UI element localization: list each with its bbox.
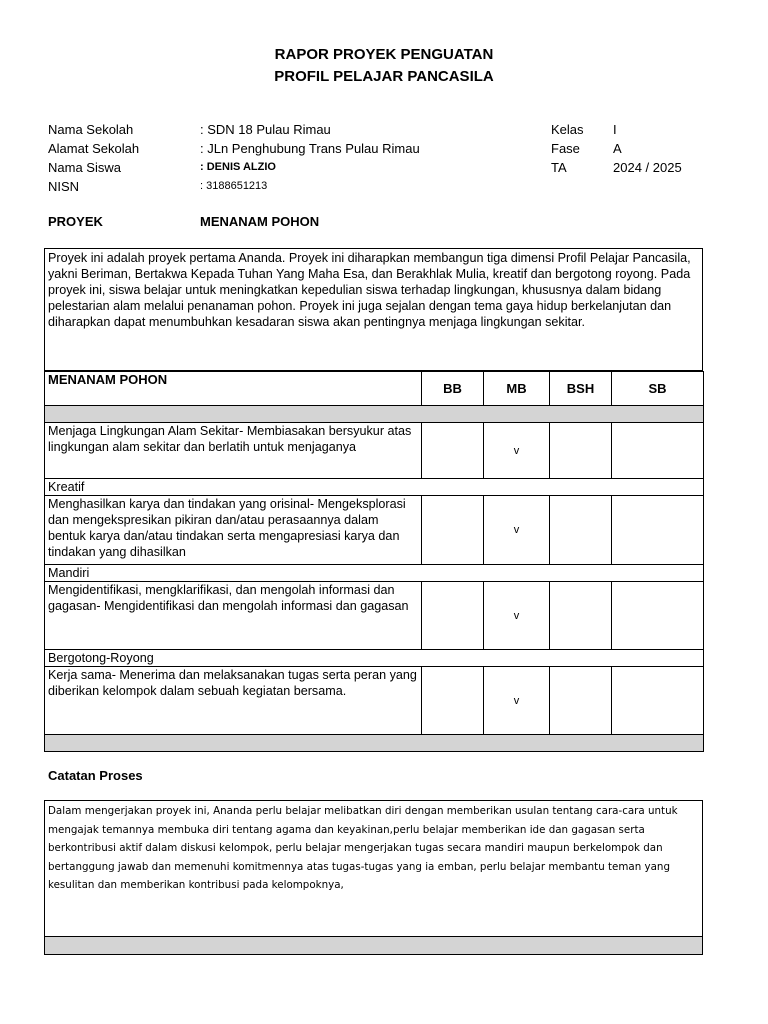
nisn-label: NISN xyxy=(48,179,80,194)
bsh-cell-2 xyxy=(550,496,612,565)
table-row xyxy=(45,582,704,650)
section-row-1 xyxy=(45,406,704,423)
year-label: TA xyxy=(551,160,567,175)
student-name-value: : DENIS ALZIO xyxy=(200,161,276,173)
criteria-description-3: Mengidentifikasi, mengklarifikasi, dan mengolah informasi dan gagasan- Mengidentifikasi dan mengolah informasi dan gagasan xyxy=(45,582,422,650)
report-title-line-2: PROFIL PELAJAR PANCASILA xyxy=(274,68,494,85)
sb-cell-4 xyxy=(612,667,704,735)
address-label: Alamat Sekolah xyxy=(48,141,140,156)
column-header-bsh: BSH xyxy=(550,372,612,406)
school-name-label: Nama Sekolah xyxy=(48,122,134,137)
table-header-title: MENANAM POHON xyxy=(45,372,422,406)
class-label: Kelas xyxy=(551,122,584,137)
sb-cell-1 xyxy=(612,423,704,479)
table-row xyxy=(45,423,704,479)
sb-cell-3 xyxy=(612,582,704,650)
section-header-mandiri: Mandiri xyxy=(45,565,704,582)
project-name: MENANAM POHON xyxy=(200,214,320,229)
notes-title: Catatan Proses xyxy=(48,768,143,783)
notes-text: Dalam mengerjakan proyek ini, Ananda perlu belajar melibatkan diri dengan memberikan usulan tentang cara-cara untuk mengajak temannya membuka diri tentang agama dan keyakinan,perlu belajar memberikan ide dan gagasan serta berkontribusi aktif dalam diskusi kelompok, perlu belajar mengerjakan tugas secara mandiri maupun berkelompok dan bertanggung jawab dan memenuhi komitmennya atas tugas-tugas yang ia emban, perlu belajar membantu teman yang kesulitan dan memberikan kontribusi pada kelompoknya, xyxy=(48,805,678,891)
project-label: PROYEK xyxy=(48,214,103,229)
table-footer xyxy=(45,735,704,752)
bb-cell-2 xyxy=(422,496,484,565)
section-row-3 xyxy=(45,565,704,582)
year-value: 2024 / 2025 xyxy=(613,160,682,175)
section-header-1 xyxy=(45,406,704,423)
student-name-label: Nama Siswa xyxy=(48,160,121,175)
class-value: I xyxy=(613,122,617,137)
notes-box xyxy=(44,800,703,955)
bsh-cell-1 xyxy=(550,423,612,479)
criteria-description-4: Kerja sama- Menerima dan melaksanakan tugas serta peran yang diberikan kelompok dalam sebuah kegiatan bersama. xyxy=(45,667,422,735)
address-value: : JLn Penghubung Trans Pulau Rimau xyxy=(200,141,420,156)
bsh-cell-3 xyxy=(550,582,612,650)
report-title-line-1: RAPOR PROYEK PENGUATAN xyxy=(274,46,494,63)
table-row xyxy=(45,667,704,735)
table-header-row xyxy=(45,372,704,406)
nisn-value: : 3188651213 xyxy=(200,180,268,192)
mb-cell-1: v xyxy=(484,423,550,479)
table-footer-row xyxy=(45,735,704,752)
section-row-4 xyxy=(45,650,704,667)
column-header-mb: MB xyxy=(484,372,550,406)
bsh-cell-4 xyxy=(550,667,612,735)
section-header-kreatif: Kreatif xyxy=(45,479,704,496)
project-description-box xyxy=(44,248,703,371)
bb-cell-4 xyxy=(422,667,484,735)
phase-label: Fase xyxy=(551,141,580,156)
mb-cell-3: v xyxy=(484,582,550,650)
bb-cell-3 xyxy=(422,582,484,650)
column-header-sb: SB xyxy=(612,372,704,406)
school-name-value: : SDN 18 Pulau Rimau xyxy=(200,122,331,137)
bb-cell-1 xyxy=(422,423,484,479)
assessment-table xyxy=(44,371,704,752)
sb-cell-2 xyxy=(612,496,704,565)
project-description: Proyek ini adalah proyek pertama Ananda. Proyek ini diharapkan membangun tiga dimensi Profil Pelajar Pancasila, yakni Beriman, Bertakwa Kepada Tuhan Yang Maha Esa, dan Berakhlak Mulia, kreatif dan bergotong royong. Pada proyek ini, siswa belajar untuk meningkatkan kepedulian siswa terhadap lingkungan, khususnya dalam bidang pelestarian alam melalui penanaman pohon. Proyek ini juga sejalan dengan tema gaya hidup berkelanjutan dan diharapkan dapat menumbuhkan kesadaran siswa akan pentingnya menjaga lingkungan sekitar. xyxy=(48,251,691,329)
criteria-description-1: Menjaga Lingkungan Alam Sekitar- Membiasakan bersyukur atas lingkungan alam sekitar dan berlatih untuk menjaganya xyxy=(45,423,422,479)
section-header-bergotong-royong: Bergotong-Royong xyxy=(45,650,704,667)
phase-value: A xyxy=(613,141,622,156)
section-row-2 xyxy=(45,479,704,496)
mb-cell-2: v xyxy=(484,496,550,565)
criteria-description-2: Menghasilkan karya dan tindakan yang orisinal- Mengeksplorasi dan mengekspresikan pikiran dan/atau perasaannya dalam bentuk karya dan/atau tindakan serta mengapresiasi karya dan tindakan yang dihasilkan xyxy=(45,496,422,565)
column-header-bb: BB xyxy=(422,372,484,406)
table-row xyxy=(45,496,704,565)
notes-footer xyxy=(45,936,702,954)
mb-cell-4: v xyxy=(484,667,550,735)
